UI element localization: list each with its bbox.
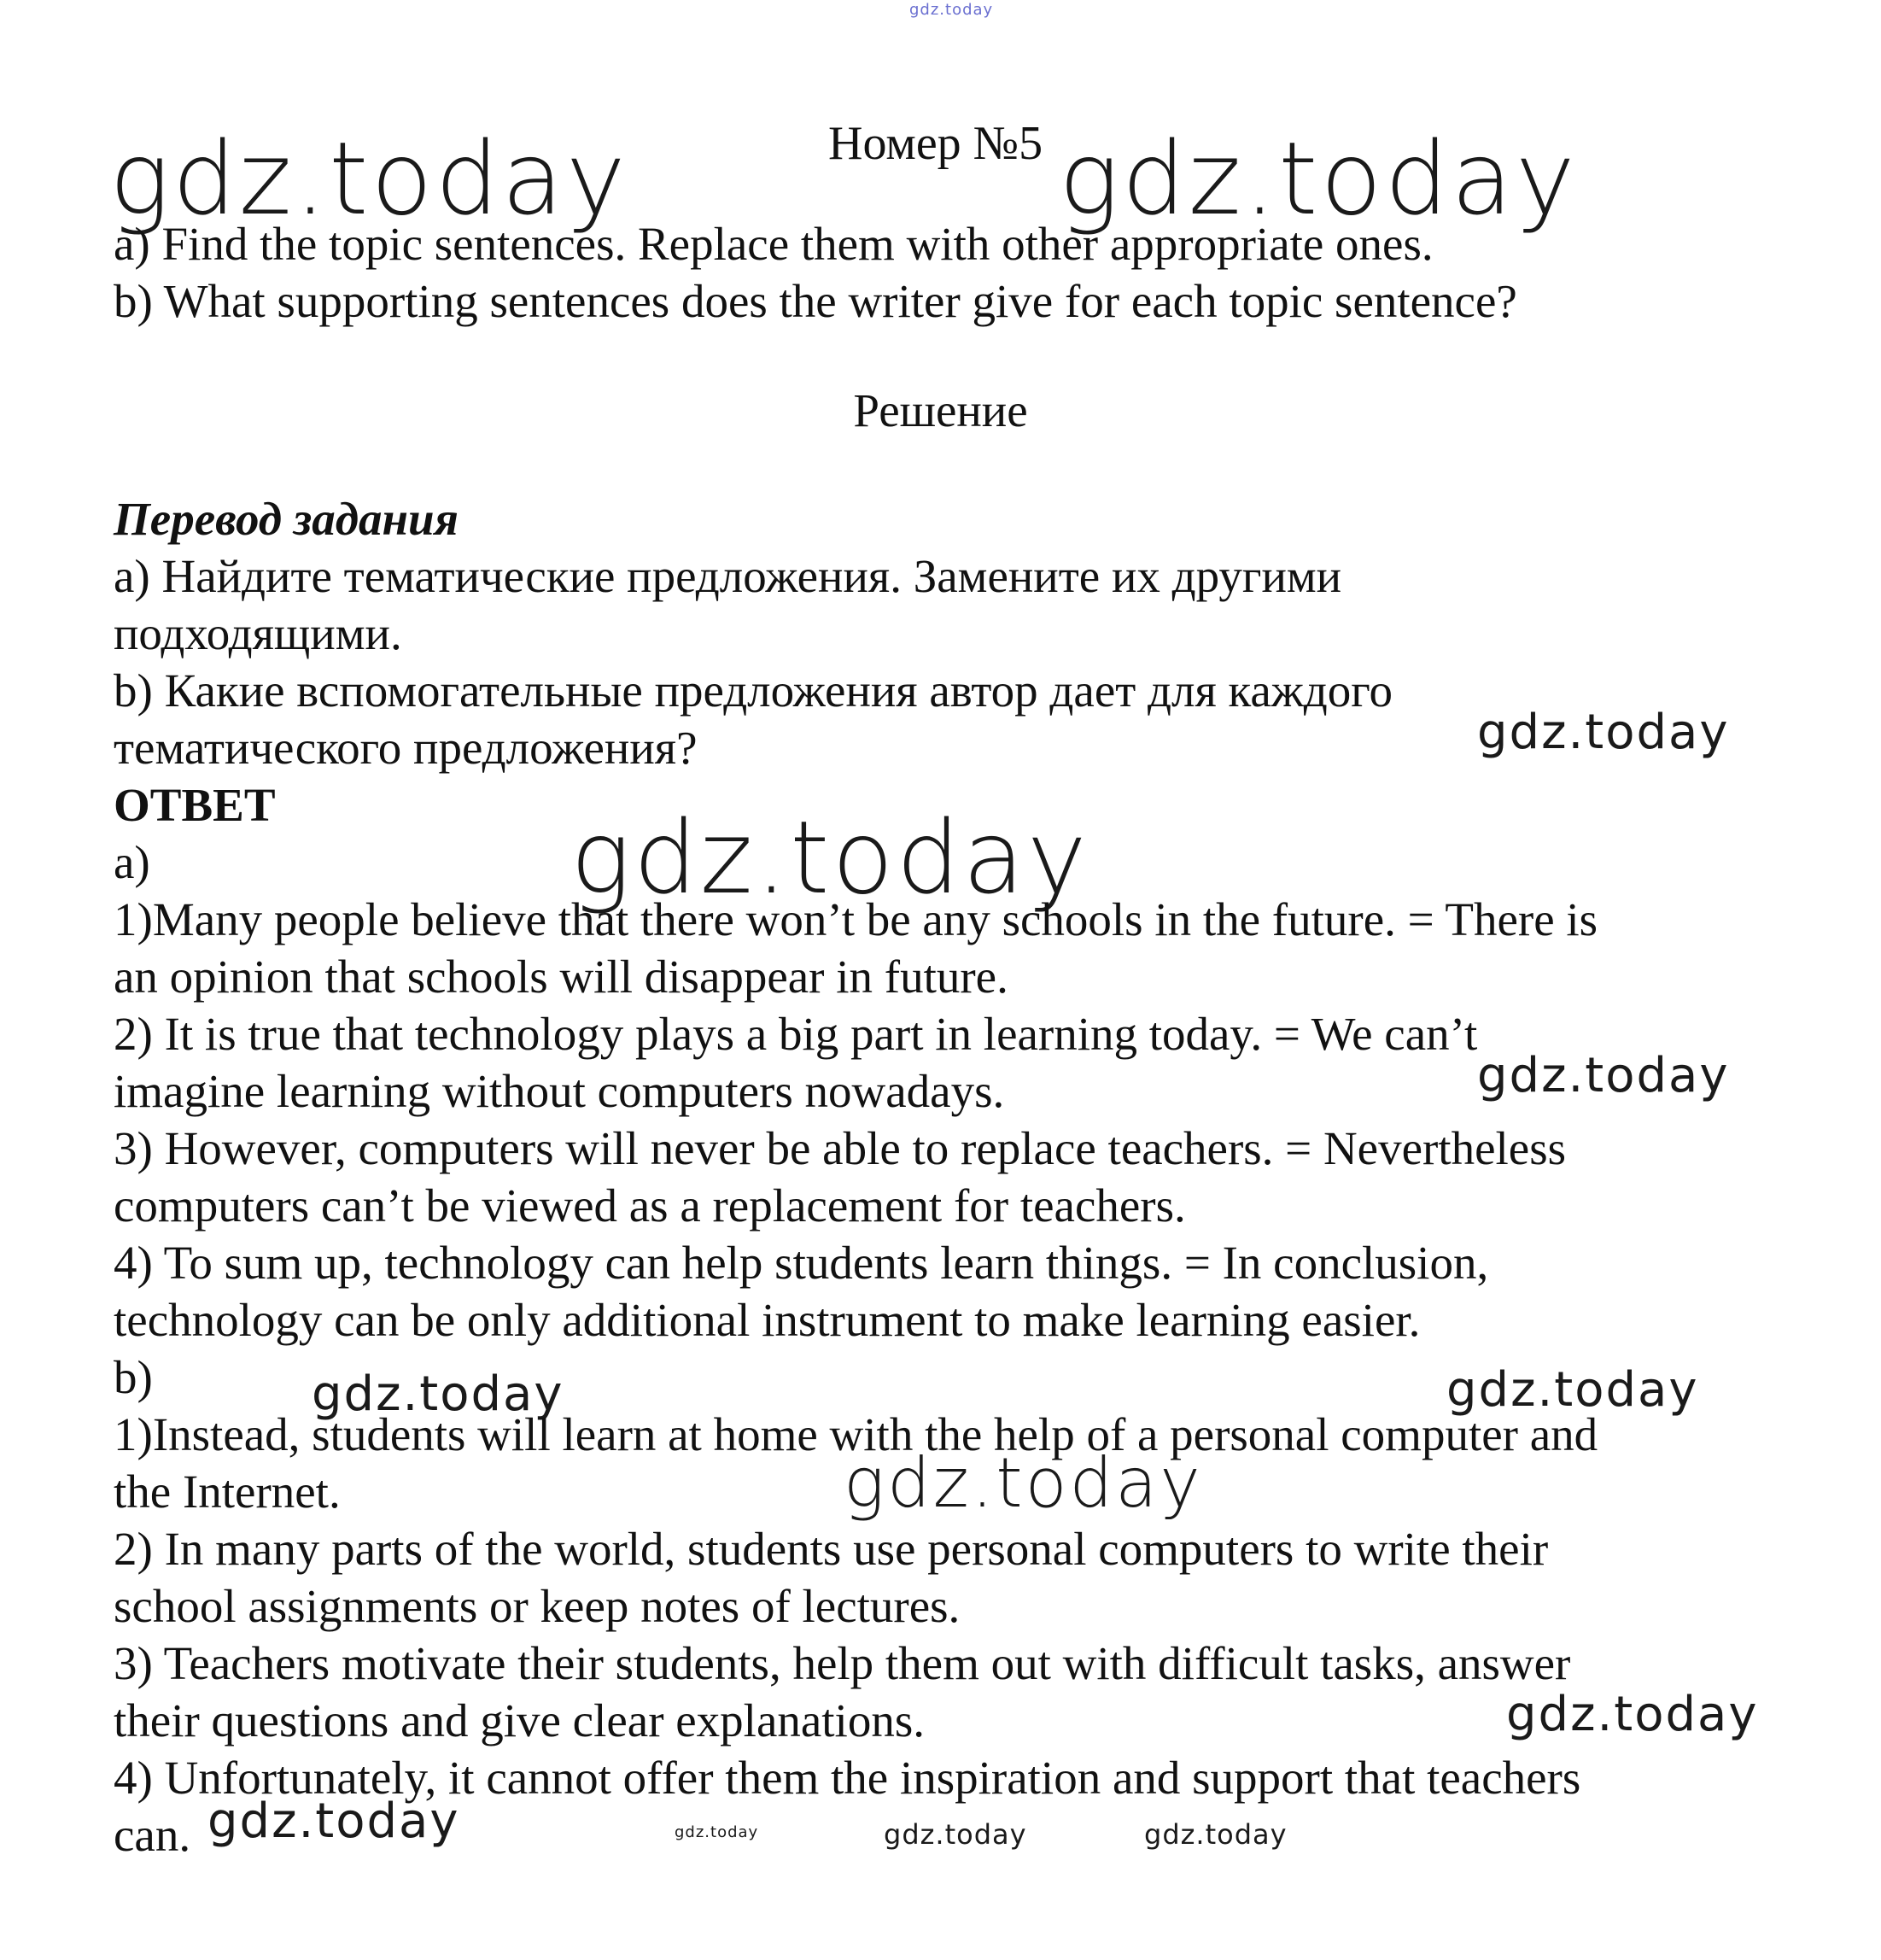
translation-heading: Перевод задания: [114, 493, 459, 545]
answer-a-line: an opinion that schools will disappear in future.: [114, 951, 1008, 1003]
watermark-med-2: gdz.today: [1477, 1048, 1730, 1103]
answer-a-line: 1)Many people believe that there won’t be any schools in the future. = There is: [114, 893, 1598, 945]
translation-line: a) Найдите тематические предложения. Замените их другими: [114, 550, 1342, 602]
answer-a-line: 4) To sum up, technology can help students learn things. = In conclusion,: [114, 1237, 1489, 1289]
watermark-large-2: gdz.today: [1059, 120, 1578, 237]
task-line-a: a) Find the topic sentences. Replace them with other appropriate ones.: [114, 218, 1434, 270]
watermark-med-1: gdz.today: [1477, 705, 1730, 760]
watermark-large-3: gdz.today: [570, 799, 1089, 916]
answer-a-line: 2) It is true that technology plays a big part in learning today. = We can’t: [114, 1008, 1478, 1060]
answer-a-line: computers can’t be viewed as a replacement for teachers.: [114, 1179, 1186, 1232]
watermark-med-3: gdz.today: [312, 1366, 564, 1422]
watermark-med-5: gdz.today: [1506, 1687, 1759, 1742]
task-line-b: b) What supporting sentences does the writer give for each topic sentence?: [114, 275, 1517, 327]
answer-b-line: 3) Teachers motivate their students, help them out with difficult tasks, answer: [114, 1637, 1571, 1689]
watermark-med-6: gdz.today: [207, 1793, 460, 1849]
watermark-med-4: gdz.today: [1446, 1362, 1699, 1418]
answer-part-b-label: b): [114, 1351, 153, 1403]
answer-b-line: can.: [114, 1809, 191, 1861]
answer-a-line: technology can be only additional instrument to make learning easier.: [114, 1294, 1421, 1346]
watermark-large-1: gdz.today: [109, 120, 628, 237]
translation-line: подходящими.: [114, 607, 402, 659]
answer-b-line: 2) In many parts of the world, students use personal computers to write their: [114, 1523, 1549, 1575]
answer-a-line: 3) However, computers will never be able to replace teachers. = Nevertheless: [114, 1122, 1566, 1174]
answer-b-line: the Internet.: [114, 1466, 341, 1518]
answer-b-line: 4) Unfortunately, it cannot offer them the inspiration and support that teachers: [114, 1752, 1581, 1804]
solution-heading: Решение: [853, 384, 1028, 436]
answer-b-line: 1)Instead, students will learn at home with the help of a personal computer and: [114, 1408, 1598, 1460]
watermark-large-4: gdz.today: [844, 1443, 1203, 1523]
watermark-small-1: gdz.today: [884, 1818, 1027, 1851]
translation-line: b) Какие вспомогательные предложения автор дает для каждого: [114, 664, 1393, 717]
answer-b-line: their questions and give clear explanations.: [114, 1694, 925, 1746]
task-number-title: Номер №5: [828, 117, 1043, 170]
translation-line: тематического предложения?: [114, 722, 698, 774]
watermark-tiny: gdz.today: [675, 1823, 759, 1841]
answer-a-line: imagine learning without computers nowadays.: [114, 1065, 1005, 1117]
answer-part-a-label: a): [114, 836, 150, 888]
answer-heading: ОТВЕТ: [114, 779, 276, 831]
answer-b-line: school assignments or keep notes of lectures.: [114, 1580, 961, 1632]
watermark-small-2: gdz.today: [1144, 1818, 1288, 1851]
watermark-top: gdz.today: [909, 1, 994, 19]
